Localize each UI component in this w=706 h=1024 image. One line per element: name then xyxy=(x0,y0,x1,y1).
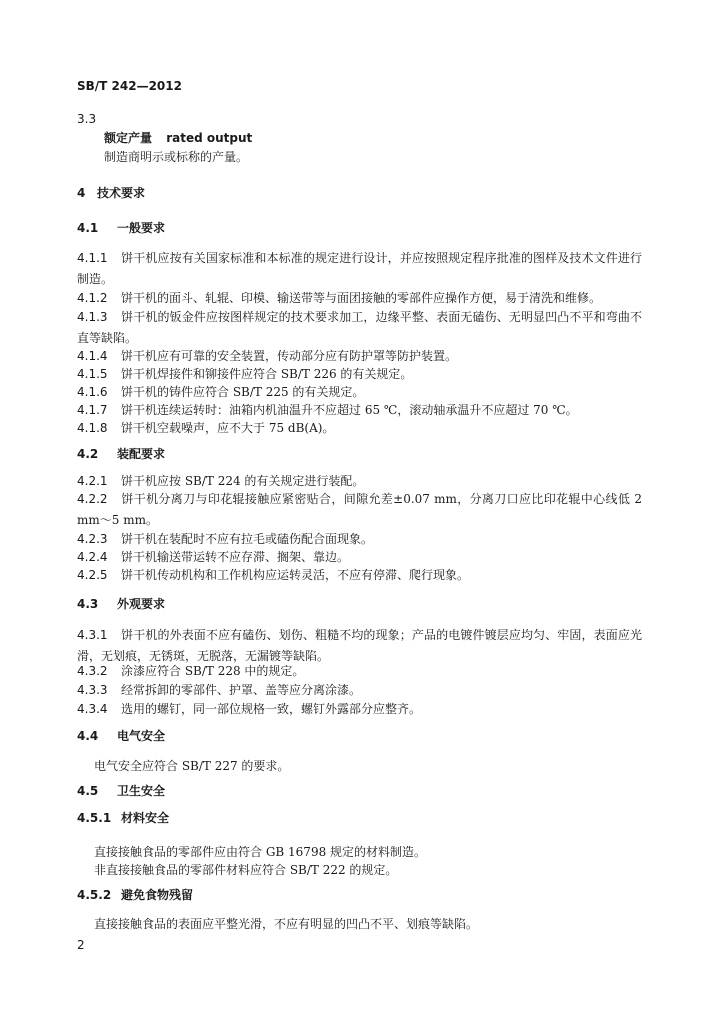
clause-4-4-text: 电气安全应符合 SB/T 227 的要求。 xyxy=(94,759,290,773)
clause-4-5-1-heading: 4.5.1 材料安全 xyxy=(77,811,170,825)
page-number: 2 xyxy=(77,938,85,952)
clause-4-1-8: 4.1.8 饼干机空载噪声，应不大于 75 dB(A)。 xyxy=(77,421,335,435)
clause-4-2-2: 4.2.2 饼干机分离刀与印花辊接触应紧密贴合，间隙允差±0.07 mm，分离刀口应比印花辊中心线低 2 mm～5 mm。 xyxy=(77,492,642,527)
standard-number: SB/T 242—2012 xyxy=(77,79,182,93)
clause-4-1-4: 4.1.4 饼干机应有可靠的安全装置，传动部分应有防护罩等防护装置。 xyxy=(77,349,458,363)
clause-4-1-1: 4.1.1 饼干机应按有关国家标准和本标准的规定进行设计，并应按照规定程序批准的图样及技术文件进行制造。 xyxy=(77,251,642,286)
clause-4-2-4: 4.2.4 饼干机输送带运转不应存滞、搁架、靠边。 xyxy=(77,550,350,564)
clause-4-1-3: 4.1.3 饼干机的钣金件应按图样规定的技术要求加工，边缘平整、表面无磕伤、无明显凹凸不平和弯曲不直等缺陷。 xyxy=(77,310,642,345)
clause-4-5-1-text-1: 直接接触食品的零部件应由符合 GB 16798 规定的材料制造。 xyxy=(94,845,427,859)
clause-4-3-4: 4.3.4 选用的螺钉，同一部位规格一致，螺钉外露部分应整齐。 xyxy=(77,702,422,716)
clause-4-3-3: 4.3.3 经常拆卸的零部件、护罩、盖等应分离涂漆。 xyxy=(77,683,362,697)
clause-4-1-5: 4.1.5 饼干机焊接件和铆接件应符合 SB/T 226 的有关规定。 xyxy=(77,367,413,381)
section-4-4-heading: 4.4 电气安全 xyxy=(77,729,166,743)
section-4-1-heading: 4.1 一般要求 xyxy=(77,221,166,235)
clause-4-2-1: 4.2.1 饼干机应按 SB/T 224 的有关规定进行装配。 xyxy=(77,474,365,488)
section-4-heading: 4 技术要求 xyxy=(77,186,146,200)
clause-4-5-2-heading: 4.5.2 避免食物残留 xyxy=(77,888,194,902)
clause-4-2-5: 4.2.5 饼干机传动机构和工作机构应运转灵活，不应有停滞、爬行现象。 xyxy=(77,568,470,582)
clause-4-1-7: 4.1.7 饼干机连续运转时：油箱内机油温升不应超过 65 ℃，滚动轴承温升不应超过 70 ℃。 xyxy=(77,403,578,417)
section-4-2-heading: 4.2 装配要求 xyxy=(77,447,166,461)
clause-4-3-1: 4.3.1 饼干机的外表面不应有磕伤、划伤、粗糙不均的现象；产品的电镀件镀层应均匀、牢固，表面应光滑，无划痕，无锈斑，无脱落，无漏镀等缺陷。 xyxy=(77,628,642,663)
clause-4-3-2: 4.3.2 涂漆应符合 SB/T 228 中的规定。 xyxy=(77,664,305,678)
clause-4-5-1-text-2: 非直接接触食品的零部件材料应符合 SB/T 222 的规定。 xyxy=(94,863,398,877)
clause-3-3-number: 3.3 xyxy=(77,112,97,126)
clause-4-5-2-text: 直接接触食品的表面应平整光滑，不应有明显的凹凸不平、划痕等缺陷。 xyxy=(94,917,479,931)
clause-4-2-3: 4.2.3 饼干机在装配时不应有拉毛或磕伤配合面现象。 xyxy=(77,532,374,546)
clause-4-1-2: 4.1.2 饼干机的面斗、轧辊、印模、输送带等与面团接触的零部件应操作方便，易于清洗和维修。 xyxy=(77,291,602,305)
section-4-5-heading: 4.5 卫生安全 xyxy=(77,784,166,798)
clause-4-1-6: 4.1.6 饼干机的铸件应符合 SB/T 225 的有关规定。 xyxy=(77,385,365,399)
term-cn: 额定产量 xyxy=(104,131,153,145)
section-4-3-heading: 4.3 外观要求 xyxy=(77,597,166,611)
term-rated-output xyxy=(104,130,252,146)
term-definition: 制造商明示或标称的产量。 xyxy=(104,150,249,164)
term-en: rated output xyxy=(166,131,253,145)
